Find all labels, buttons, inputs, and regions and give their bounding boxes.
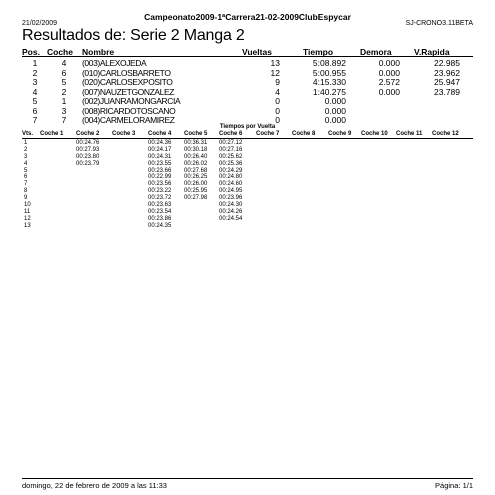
lap-time: 00:24.80 [219, 174, 243, 181]
lap-time: 00:23.86 [148, 215, 172, 222]
lap-time: 00:24.30 [219, 202, 243, 209]
lap-time: 00:27.12 [219, 140, 243, 146]
result-car: 1 [61, 96, 67, 106]
result-time: 0.000 [324, 105, 346, 116]
lap-times-table [0, 140, 495, 230]
lap-col-header: Coche 8 [292, 131, 316, 137]
lap-time: 00:25.62 [219, 153, 243, 160]
result-fastest: 23.962 [434, 67, 460, 78]
result-fastest: 23.789 [434, 86, 460, 97]
result-car: 6 [61, 67, 67, 78]
lap-row [0, 216, 495, 223]
lap-time: 00:24.31 [148, 153, 172, 160]
result-laps: 4 [275, 86, 280, 97]
lap-time: 00:23.56 [148, 181, 172, 188]
lap-row [0, 161, 495, 168]
result-laps: 0 [275, 115, 280, 125]
lap-number: 4 [24, 160, 28, 167]
lap-col-header: Coche 7 [256, 131, 280, 137]
result-laps: 0 [275, 96, 280, 106]
col-header-laps: Vueltas [242, 47, 272, 57]
lap-time: 00:24.60 [219, 181, 243, 188]
result-fastest: 22.985 [434, 58, 460, 68]
lap-time: 00:27.68 [184, 167, 208, 174]
result-name: (008)RICARDOTOSCANO [82, 105, 176, 116]
lap-time: 00:23.63 [148, 202, 172, 209]
lap-col-header: Coche 6 [219, 131, 243, 137]
col-header-car: Coche [47, 47, 73, 57]
result-laps: 13 [270, 58, 280, 68]
result-name: (004)CARMELORAMIREZ [82, 115, 175, 125]
report-date: 21/02/2009 [22, 20, 58, 27]
result-car: 4 [61, 58, 67, 68]
lap-number: 5 [24, 167, 28, 174]
lap-col-header: Coche 1 [40, 131, 64, 137]
lap-col-header: Coche 3 [112, 131, 136, 137]
result-gap: 2.572 [378, 77, 400, 87]
lap-row [0, 154, 495, 161]
lap-number: 6 [24, 174, 28, 181]
lap-number: 11 [24, 208, 31, 215]
result-pos: 2 [32, 67, 38, 78]
result-pos: 5 [32, 96, 38, 106]
col-header-time: Tiempo [303, 47, 334, 57]
lap-time: 00:27.93 [76, 146, 100, 153]
lap-time: 00:24.17 [148, 146, 172, 153]
result-time: 5:08.892 [312, 58, 346, 68]
lap-time: 00:23.54 [148, 208, 172, 215]
result-car: 2 [61, 86, 67, 97]
lap-row [0, 140, 495, 147]
lap-time: 00:26.40 [184, 153, 208, 160]
result-car: 5 [61, 77, 67, 87]
table-row [0, 77, 495, 87]
result-pos: 1 [32, 58, 38, 68]
col-header-pos: Pos. [22, 47, 40, 57]
lap-time: 00:23.96 [219, 195, 243, 202]
result-name: (020)CARLOSEXPOSITO [82, 77, 173, 87]
lap-time: 00:24.36 [148, 140, 172, 146]
lap-row [0, 188, 495, 195]
result-time: 0.000 [324, 96, 346, 106]
lap-number: 12 [24, 215, 31, 222]
lap-time: 00:22.99 [148, 174, 172, 181]
lap-time: 00:23.22 [148, 188, 172, 195]
lap-number: 3 [24, 153, 28, 160]
lap-row [0, 168, 495, 175]
lap-col-header: Vts. [22, 131, 34, 137]
result-pos: 3 [32, 77, 38, 87]
lap-row [0, 174, 495, 181]
result-laps: 0 [275, 105, 280, 116]
lap-time: 00:24.95 [219, 188, 243, 195]
lap-time: 00:25.95 [184, 188, 208, 195]
lap-time: 00:23.72 [148, 195, 172, 202]
col-header-gap: Demora [360, 47, 392, 57]
lap-col-header: Coche 12 [432, 131, 459, 137]
lap-number: 1 [24, 140, 28, 146]
result-gap: 0.000 [378, 67, 400, 78]
lap-time: 00:30.18 [184, 146, 208, 153]
footer-divider [22, 478, 473, 479]
header-divider [22, 56, 473, 57]
event-title: Campeonato2009-1ªCarrera21-02-2009ClubEspycar [144, 12, 351, 22]
col-header-name: Nombre [82, 47, 115, 57]
lap-time: 00:27.98 [184, 195, 208, 202]
software-version: SJ-CRONO3.11BETA [405, 20, 473, 27]
lap-time: 00:24.26 [219, 208, 243, 215]
result-gap: 0.000 [378, 86, 400, 97]
result-time: 0.000 [324, 115, 346, 125]
lap-time: 00:26.00 [184, 181, 208, 188]
lap-number: 13 [24, 222, 31, 229]
lap-col-header: Coche 2 [76, 131, 100, 137]
lap-number: 2 [24, 146, 28, 153]
col-header-fastest: V.Rapida [414, 47, 450, 57]
result-laps: 9 [275, 77, 280, 87]
lap-number: 10 [24, 202, 31, 209]
table-row [0, 58, 495, 68]
lap-time: 00:24.35 [148, 222, 172, 229]
result-pos: 4 [32, 86, 38, 97]
lap-time: 00:23.55 [148, 160, 172, 167]
table-row [0, 106, 495, 116]
lap-time: 00:23.80 [76, 153, 100, 160]
result-car: 3 [61, 105, 67, 116]
lap-time: 00:25.36 [219, 160, 243, 167]
result-fastest: 25.947 [434, 77, 460, 87]
result-car: 7 [61, 115, 67, 125]
result-name: (003)ALEXOJEDA [82, 58, 147, 68]
result-laps: 12 [270, 67, 280, 78]
lap-times-title: Tiempos por Vuelta [219, 124, 276, 130]
lap-col-header: Coche 10 [361, 131, 388, 137]
result-gap: 0.000 [378, 58, 400, 68]
result-name: (007)NAUZETGONZALEZ [82, 86, 175, 97]
lap-row [0, 209, 495, 216]
results-table [0, 58, 495, 125]
lap-time: 00:27.16 [219, 146, 243, 153]
lap-row [0, 223, 495, 230]
result-time: 4:15.330 [312, 77, 346, 87]
table-row [0, 96, 495, 106]
lap-header-divider [22, 138, 473, 139]
result-name: (002)JUANRAMONGARCIA [82, 96, 181, 106]
lap-time: 00:24.76 [76, 140, 100, 146]
table-row [0, 87, 495, 97]
lap-col-header: Coche 9 [328, 131, 352, 137]
lap-time: 00:23.66 [148, 167, 172, 174]
print-timestamp: domingo, 22 de febrero de 2009 a las 11:33 [22, 481, 167, 490]
report-title: Resultados de: Serie 2 Manga 2 [22, 27, 245, 44]
lap-col-header: Coche 11 [396, 131, 423, 137]
lap-time: 00:23.79 [76, 160, 100, 167]
lap-row [0, 195, 495, 202]
lap-col-header: Coche 5 [184, 131, 208, 137]
lap-time: 00:24.54 [219, 215, 243, 222]
lap-time: 00:36.31 [184, 140, 208, 146]
lap-number: 8 [24, 188, 28, 195]
lap-row [0, 181, 495, 188]
page-number: Página: 1/1 [435, 481, 473, 490]
result-pos: 7 [32, 115, 38, 125]
lap-time: 00:26.02 [184, 160, 208, 167]
lap-time: 00:24.29 [219, 167, 243, 174]
result-time: 1:40.275 [312, 86, 346, 97]
lap-col-header: Coche 4 [148, 131, 172, 137]
table-row [0, 68, 495, 78]
lap-row [0, 147, 495, 154]
result-name: (010)CARLOSBARRETO [82, 67, 171, 78]
result-pos: 6 [32, 105, 38, 116]
result-time: 5:00.955 [312, 67, 346, 78]
lap-number: 7 [24, 181, 28, 188]
lap-time: 00:26.25 [184, 174, 208, 181]
lap-number: 9 [24, 195, 28, 202]
lap-row [0, 202, 495, 209]
